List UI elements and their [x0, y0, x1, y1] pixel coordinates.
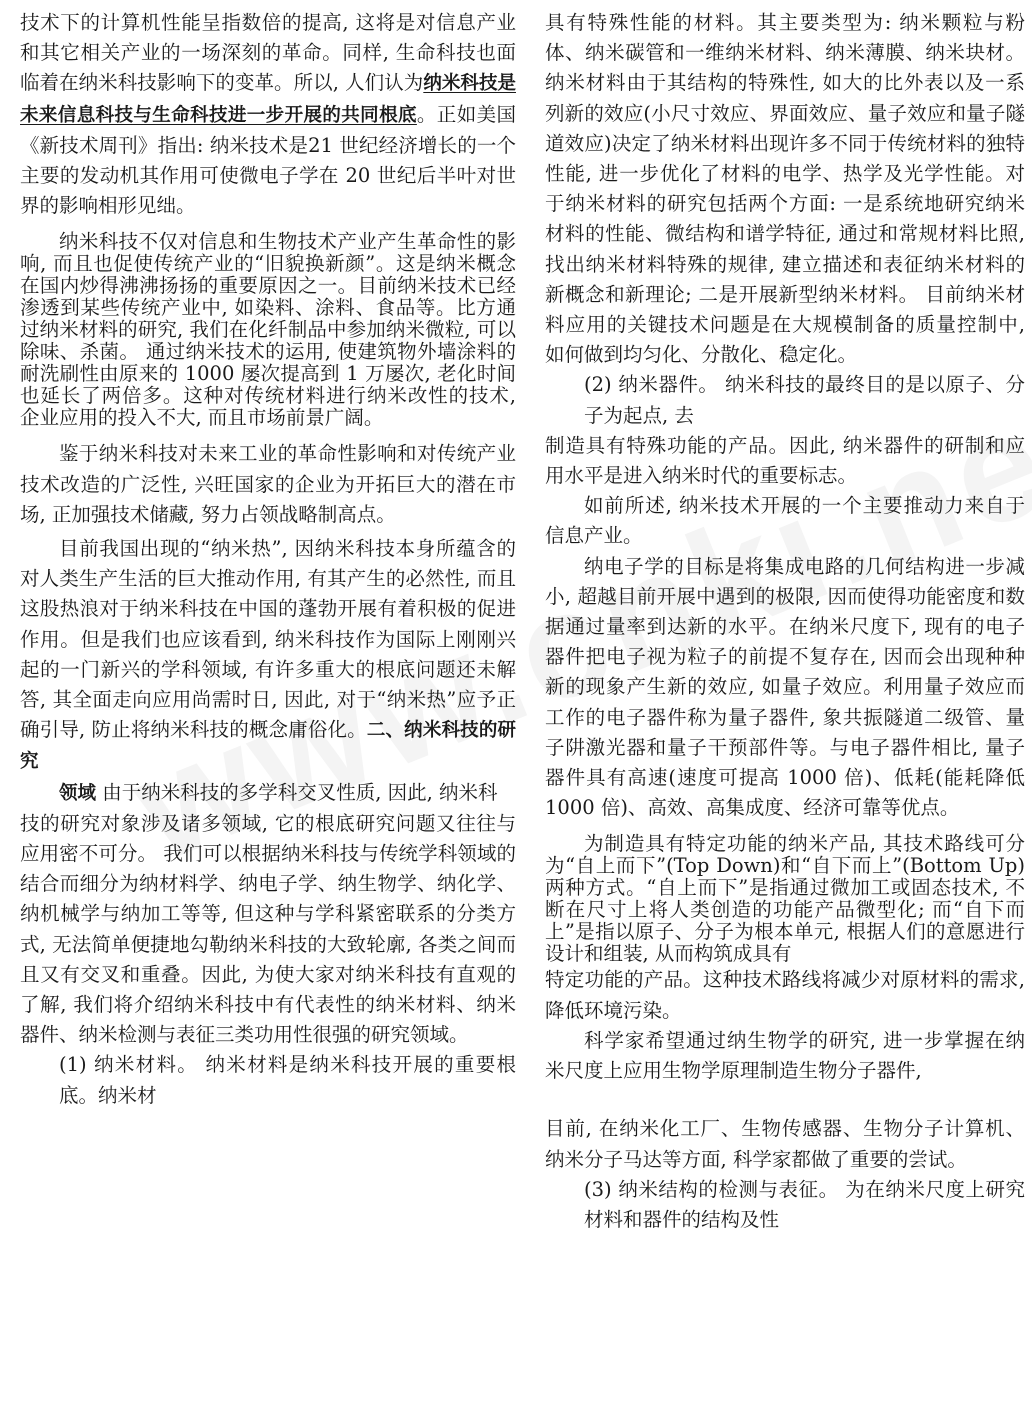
paragraph-nanomaterials-heading: (1) 纳米材料。 纳米材料是纳米科技开展的重要根底。纳米材	[59, 1053, 516, 1107]
paragraph-top-down-bottom-up: 为制造具有特定功能的纳米产品, 其技术路线可分为“自上而下”(Top Down)和“自下而上”(Bottom Up)两种方式。“自上而下”是指通过微加工或固态技术, 不断在尺寸上将人类创造的功能产品微型化; 而“自下而上”是指以原子、分子为根本单元, 根据人们的意愿进行设计和组装, 从而构筑成具有	[545, 832, 1025, 966]
paragraph-text: 由于纳米科技的多学科交叉性质, 因此, 纳米科	[96, 780, 498, 804]
paragraph-information-industry: 如前所述, 纳米技术开展的一个主要推动力来自于信息产业。	[545, 494, 1025, 548]
paragraph-developed-countries: 鉴于纳米科技对未来工业的革命性影响和对传统产业技术改造的广泛性, 兴旺国家的企业为开拓巨大的潜在市场, 正加强技术储藏, 努力占领战略制高点。	[20, 442, 516, 526]
paragraph-research-fields-intro	[20, 778, 516, 809]
paragraph-info-life-science	[20, 8, 516, 221]
paragraph-research-fields: 技的研究对象涉及诸多领域, 它的根底研究问题又往往与应用密不可分。 我们可以根据纳米科技与传统学科领域的结合而细分为纳材料学、纳电子学、纳生物学、纳化学、纳机械学与纳加工等等, 但这种与学科紧密联系的分类方式, 无法简单便捷地勾勒纳米科技的大致轮廓, 各类之间而且又有交叉和重叠。因此, 为使大家对纳米科技有直观的了解, 我们将介绍纳米科技中有代表性的纳米材料、纳米器件、纳米检测与表征三类功用性很强的研究领域。	[20, 811, 516, 1047]
paragraph-nanomaterials: 具有特殊性能的材料。其主要类型为: 纳米颗粒与粉体、纳米碳管和一维纳米材料、纳米薄膜、纳米块材。纳米材料由于其结构的特殊性, 如大的比外表以及一系列新的效应(小尺寸效应、界面效应、量子效应和量子隧道效应)决定了纳米材料出现许多不同于传统材料的独特性能, 进一步优化了材料的电学、热学及光学性能。对于纳米材料的研究包括两个方面: 一是系统地研究纳米材料的性能、微结构和谱学特征, 通过和常规材料比照, 找出纳米材料特殊的规律, 建立描述和表征纳米材料的新概念和新理论; 二是开展新型纳米材料。 目前纳米材料应用的关键技术问题是在大规模制备的质量控制中, 如何做到均匀化、分散化、稳定化。	[545, 11, 1025, 367]
emphasis-phrase: 纳米科技是未来信息科技与生命科技进一步开展的共同根底	[20, 73, 516, 126]
paragraph-attempts: 目前, 在纳米化工厂、生物传感器、生物分子计算机、纳米分子马达等方面, 科学家都做了重要的尝试。	[545, 1117, 1025, 1171]
left-column	[20, 8, 516, 1111]
paragraph-characterization-heading: (3) 纳米结构的检测与表征。 为在纳米尺度上研究材料和器件的结构及性	[584, 1177, 1025, 1231]
paragraph-nanoelectronics: 纳电子学的目标是将集成电路的几何结构进一步减小, 超越目前开展中遇到的极限, 因而使得功能密度和数据通过量率到达新的水平。在纳米尺度下, 现有的电子器件把电子视为粒子的前提不复存在, 因而会出现种种新的现象产生新的效应, 如量子效应。利用量子效应而工作的电子器件称为量子器件, 象共振隧道二级管、量子阱激光器和量子干预部件等。与电子器件相比, 量子器件具有高速(速度可提高 1000 倍)、低耗(能耗降低 1000 倍)、高效、高集成度、经济可靠等优点。	[545, 554, 1025, 820]
right-column	[545, 8, 1025, 1235]
paragraph-nanodevices: 制造具有特殊功能的产品。因此, 纳米器件的研制和应用水平是进入纳米时代的重要标志。	[545, 433, 1025, 488]
section-heading-continued: 领域	[59, 782, 97, 804]
paragraph-specific-products: 特定功能的产品。这种技术路线将减少对原材料的需求, 降低环境污染。	[545, 968, 1025, 1022]
paragraph-nano-fever	[20, 534, 516, 778]
paragraph-text: 技术下的计算机性能呈指数倍的提高, 这将是对信息产业和其它相关产业的一场深刻的革命。同样, 生命科技也面临着在纳米科技影响下的变革。所以, 人们认为	[20, 11, 516, 95]
paragraph-text: 。正如美国《新技术周刊》指出: 纳米技术是21 世纪经济增长的一个主要的发动机其作用可使微电子学在 20 世纪后半叶对世界的影响相形见绌。	[20, 102, 516, 218]
section-heading: 二、纳米科技的研究	[20, 720, 516, 773]
paragraph-traditional-industry: 纳米科技不仅对信息和生物技术产业产生革命性的影响, 而且也促使传统产业的“旧貌换新颜”。这是纳米概念在国内炒得沸沸扬扬的重要原因之一。目前纳米技术已经渗透到某些传统产业中, 如染料、涂料、食品等。比方通过纳米材料的研究, 我们在化纤制品中参加纳米微粒, 可以除味、杀菌。 通过纳米技术的运用, 使建筑物外墙涂料的耐洗刷性由原来的 1000 屡次提高到 1 万屡次, 老化时间也延长了两倍多。这种对传统材料进行纳米改性的技术, 企业应用的投入不大, 而且市场前景广阔。	[20, 230, 516, 430]
paragraph-text: 目前我国出现的“纳米热”, 因纳米科技本身所蕴含的对人类生产生活的巨大推动作用, 有其产生的必然性, 而且这股热浪对于纳米科技在中国的蓬勃开展有着积极的促进作用。但是我们也应该看到, 纳米科技作为国际上刚刚兴起的一门新兴的学科领域, 有许多重大的根底问题还未解答, 其全面走向应用尚需时日, 因此, 对于“纳米热”应予正确引导, 防止将纳米科技的概念庸俗化。	[20, 537, 516, 742]
paragraph-nanobiology: 科学家希望通过纳生物学的研究, 进一步掌握在纳米尺度上应用生物学原理制造生物分子器件,	[545, 1028, 1025, 1083]
paragraph-nanodevices-heading: (2) 纳米器件。 纳米科技的最终目的是以原子、分子为起点, 去	[584, 373, 1025, 427]
